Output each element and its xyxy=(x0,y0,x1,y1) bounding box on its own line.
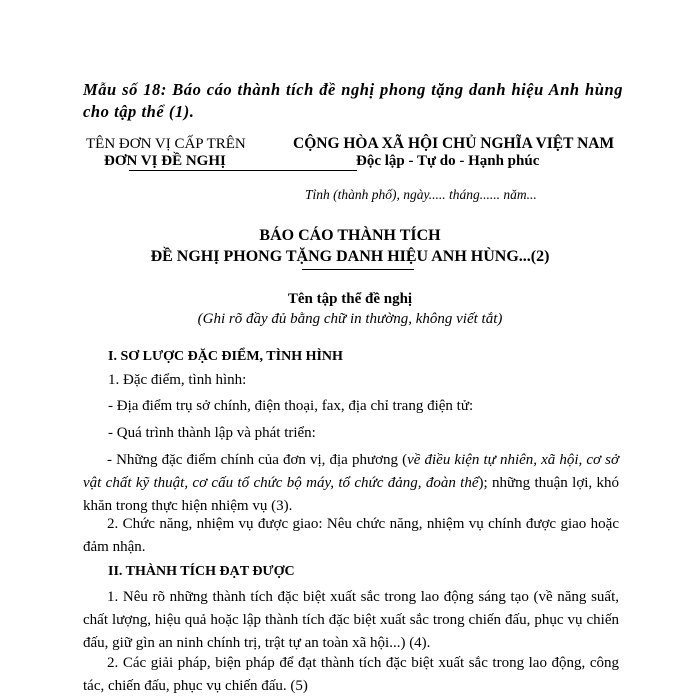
section-1-bullet-3 xyxy=(83,449,619,518)
section-1-item-1: 1. Đặc điểm, tình hình: xyxy=(108,372,247,388)
s2-item-1-text: 1. Nêu rõ những thành tích đặc biệt xuất sắc trong lao động sáng tạo (về năng suất, chất lượng, hiệu quả hoặc lập thành tích đặc biệt xuất sắc trong chiến đấu, phục vụ chiến đấu, giữ gìn an ninh chính trị, trật tự an toàn xã hội...) (4). xyxy=(83,589,619,651)
bullet-3-text-b: ); những thuận lợi, khó khăn trong thực hiện nhiệm vụ (3). xyxy=(83,475,620,514)
section-1-item-2 xyxy=(83,513,619,559)
section-2-item-1 xyxy=(83,586,619,655)
report-title-line1: BÁO CÁO THÀNH TÍCH xyxy=(259,227,441,244)
header-proposing-unit: ĐƠN VỊ ĐỀ NGHỊ xyxy=(104,153,226,169)
s2-item-2-text: 2. Các giải pháp, biện pháp để đạt thành tích đặc biệt xuất sắc trong lao động, công tác, chiến đấu, phục vụ chiến đấu. (5) xyxy=(83,655,619,694)
section-1-heading: I. SƠ LƯỢC ĐẶC ĐIỂM, TÌNH HÌNH xyxy=(108,349,343,364)
item-2-text: 2. Chức năng, nhiệm vụ được giao: Nêu chức năng, nhiệm vụ chính được giao hoặc đảm nhận. xyxy=(83,516,619,555)
collective-name: Tên tập thể đề nghị xyxy=(287,291,413,307)
header-motto: Độc lập - Tự do - Hạnh phúc xyxy=(356,153,540,169)
form-title: Mẫu số 18: Báo cáo thành tích đề nghị phong tặng danh hiệu Anh hùng cho tập thể (1). xyxy=(83,80,623,121)
section-1-bullet-2: - Quá trình thành lập và phát triển: xyxy=(108,425,316,441)
section-2-heading: II. THÀNH TÍCH ĐẠT ĐƯỢC xyxy=(108,564,295,579)
header-parent-unit: TÊN ĐƠN VỊ CẤP TRÊN xyxy=(86,136,246,152)
section-1-bullet-1: - Địa điểm trụ sở chính, điện thoại, fax, địa chỉ trang điện tử: xyxy=(108,398,474,414)
header-left-underline xyxy=(129,170,357,171)
date-line: Tỉnh (thành phố), ngày..... tháng...... năm... xyxy=(305,187,537,202)
bullet-3-text-italic: về điều kiện tự nhiên, xã hội, cơ sở vật chất kỹ thuật, cơ cấu tổ chức bộ máy, tổ chức đảng, đoàn thể xyxy=(83,452,619,491)
section-2-item-2 xyxy=(83,652,619,698)
report-title-line2: ĐỀ NGHỊ PHONG TẶNG DANH HIỆU ANH HÙNG...(2) xyxy=(150,248,550,265)
report-title-underline xyxy=(302,269,414,270)
collective-note: (Ghi rõ đầy đủ bằng chữ in thường, không viết tắt) xyxy=(197,311,503,327)
bullet-3-text-a: - Những đặc điểm chính của đơn vị, địa phương ( xyxy=(107,452,408,468)
header-country-name: CỘNG HÒA XÃ HỘI CHỦ NGHĨA VIỆT NAM xyxy=(293,135,615,152)
